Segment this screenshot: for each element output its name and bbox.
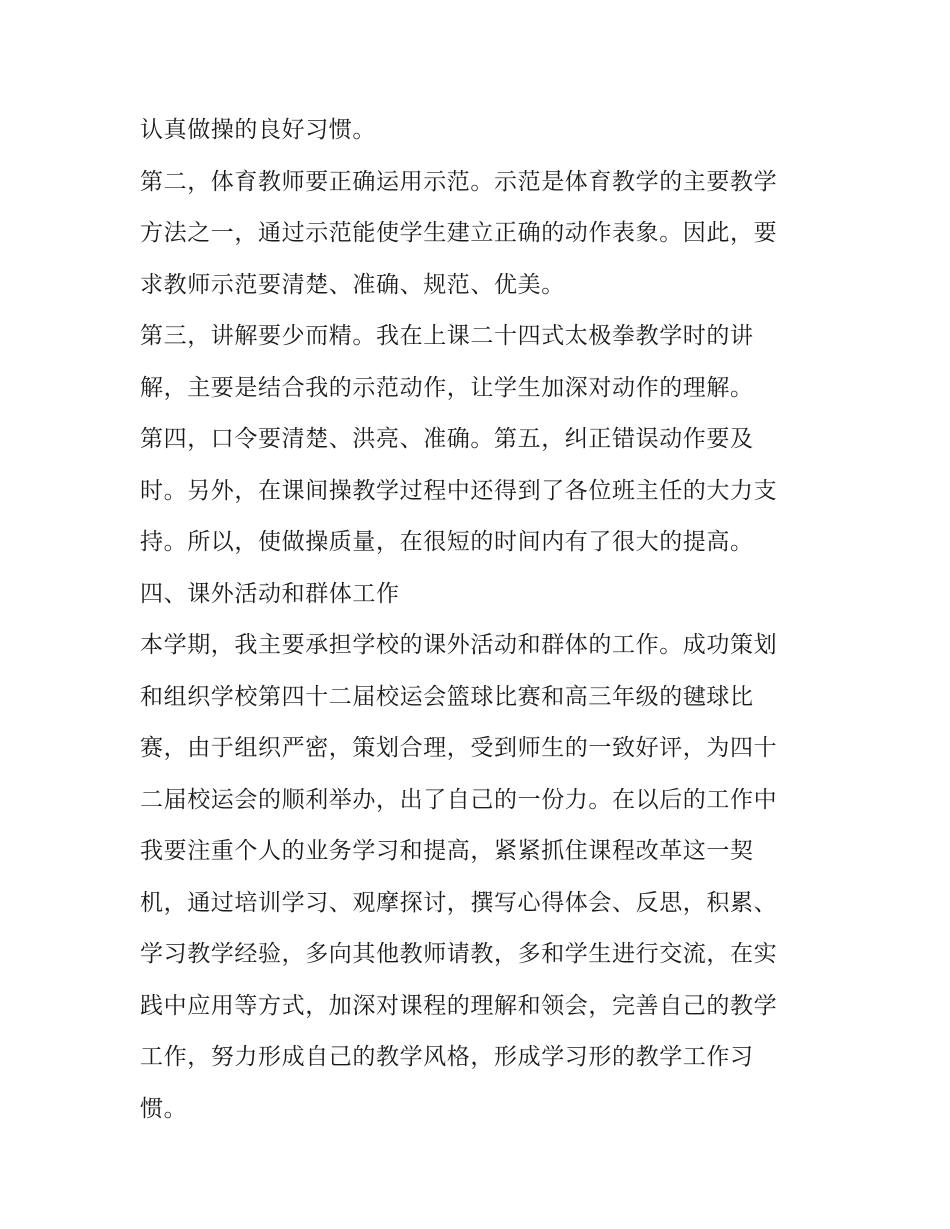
- text-line: 时。另外，在课间操教学过程中还得到了各位班主任的大力支: [140, 477, 778, 504]
- section-heading: 四、课外活动和群体工作: [140, 580, 400, 607]
- text-line: 持。所以，使做操质量，在很短的时间内有了很大的提高。: [140, 529, 754, 555]
- text-line: 机，通过培训学习、观摩探讨，撰写心得体会、反思，积累、: [140, 889, 778, 916]
- text-line: 方法之一，通过示范能使学生建立正确的动作表象。因此，要: [140, 220, 778, 246]
- text-line: 我要注重个人的业务学习和提高，紧紧抓住课程改革这一契: [140, 838, 754, 864]
- text-line: 第二，体育教师要正确运用示范。示范是体育教学的主要教学: [140, 168, 778, 195]
- text-line: 认真做操的良好习惯。: [140, 117, 376, 143]
- text-line: 二届校运会的顺利举办，出了自己的一份力。在以后的工作中: [140, 786, 778, 813]
- text-line: 第三，讲解要少而精。我在上课二十四式太极拳教学时的讲: [140, 323, 754, 349]
- text-line: 第四，口令要清楚、洪亮、准确。第五，纠正错误动作要及: [140, 426, 754, 452]
- text-line: 赛，由于组织严密，策划合理，受到师生的一致好评，为四十: [140, 735, 778, 761]
- document-body: [140, 105, 820, 1135]
- text-line: 工作，努力形成自己的教学风格，形成学习形的教学工作习: [140, 1044, 754, 1070]
- text-line: 解，主要是结合我的示范动作，让学生加深对动作的理解。: [140, 374, 754, 401]
- text-line: 和组织学校第四十二届校运会篮球比赛和高三年级的毽球比: [140, 683, 754, 710]
- text-line: 本学期，我主要承担学校的课外活动和群体的工作。成功策划: [140, 632, 778, 658]
- text-line: 求教师示范要清楚、准确、规范、优美。: [140, 271, 565, 298]
- text-line: 惯。: [140, 1095, 188, 1122]
- text-line: 学习教学经验，多向其他教师请教，多和学生进行交流，在实: [140, 941, 778, 967]
- text-line: 践中应用等方式，加深对课程的理解和领会，完善自己的教学: [140, 992, 778, 1019]
